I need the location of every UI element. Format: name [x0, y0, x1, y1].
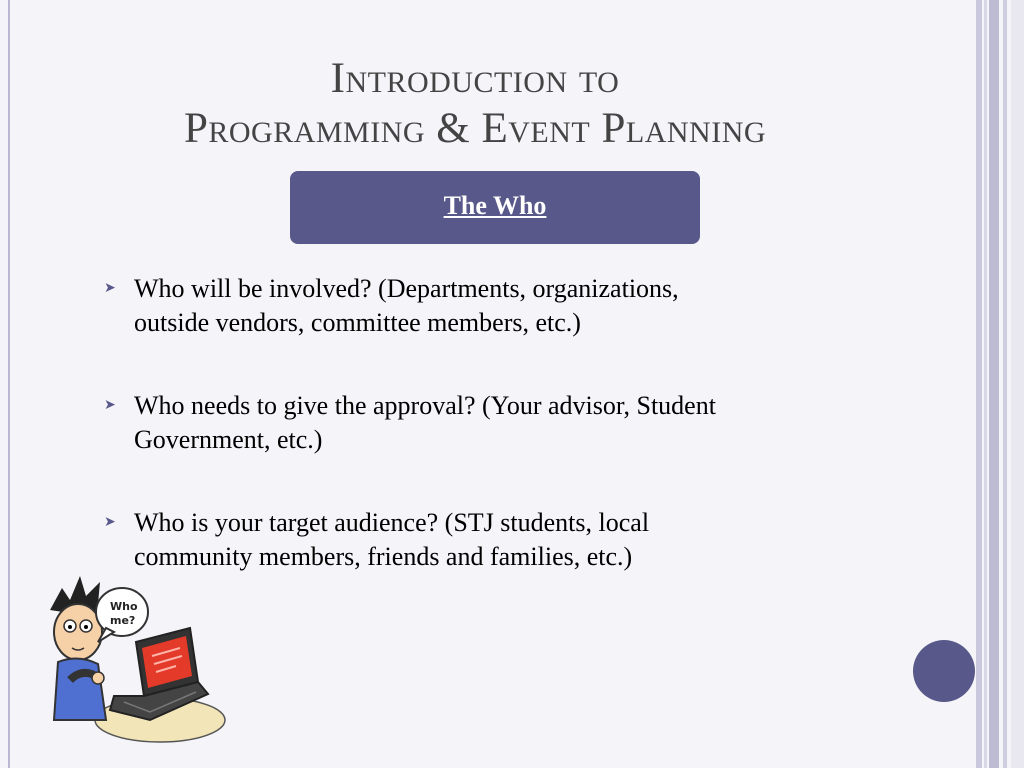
bullet-line: community members, friends and families, etc.) — [134, 542, 633, 571]
slide-title — [60, 54, 890, 154]
decor-bar — [1003, 0, 1007, 768]
bullet-line: Government, etc.) — [134, 425, 323, 454]
title-line-1: Introduction to — [330, 55, 620, 102]
arrow-bullet-icon: ➤ — [104, 398, 116, 413]
left-border-rule — [8, 0, 10, 768]
speech-bubble-text: Who — [110, 600, 138, 613]
bullet-line: Who needs to give the approval? (Your advisor, Student — [134, 391, 716, 420]
right-decorative-bars — [976, 0, 1024, 768]
title-line-2: Programming & Event Planning — [183, 105, 767, 152]
bullet-line: outside vendors, committee members, etc.) — [134, 308, 581, 337]
bullet-item — [104, 506, 884, 574]
section-header-box — [290, 171, 700, 244]
bullet-line: Who will be involved? (Departments, organizations, — [134, 274, 679, 303]
arrow-bullet-icon: ➤ — [104, 515, 116, 530]
cartoon-person-laptop-illustration — [40, 570, 230, 750]
decor-bar — [1011, 0, 1024, 768]
section-header-label: The Who — [443, 191, 547, 220]
bullet-item — [104, 389, 884, 457]
bullet-line: Who is your target audience? (STJ students, local — [134, 508, 650, 537]
decor-bar — [989, 0, 999, 768]
decor-bar — [984, 0, 987, 768]
arrow-bullet-icon: ➤ — [104, 281, 116, 296]
speech-bubble-text: me? — [110, 614, 136, 627]
decor-bar — [976, 0, 982, 768]
slide-number-dot — [913, 640, 975, 702]
bullet-item — [104, 272, 884, 340]
